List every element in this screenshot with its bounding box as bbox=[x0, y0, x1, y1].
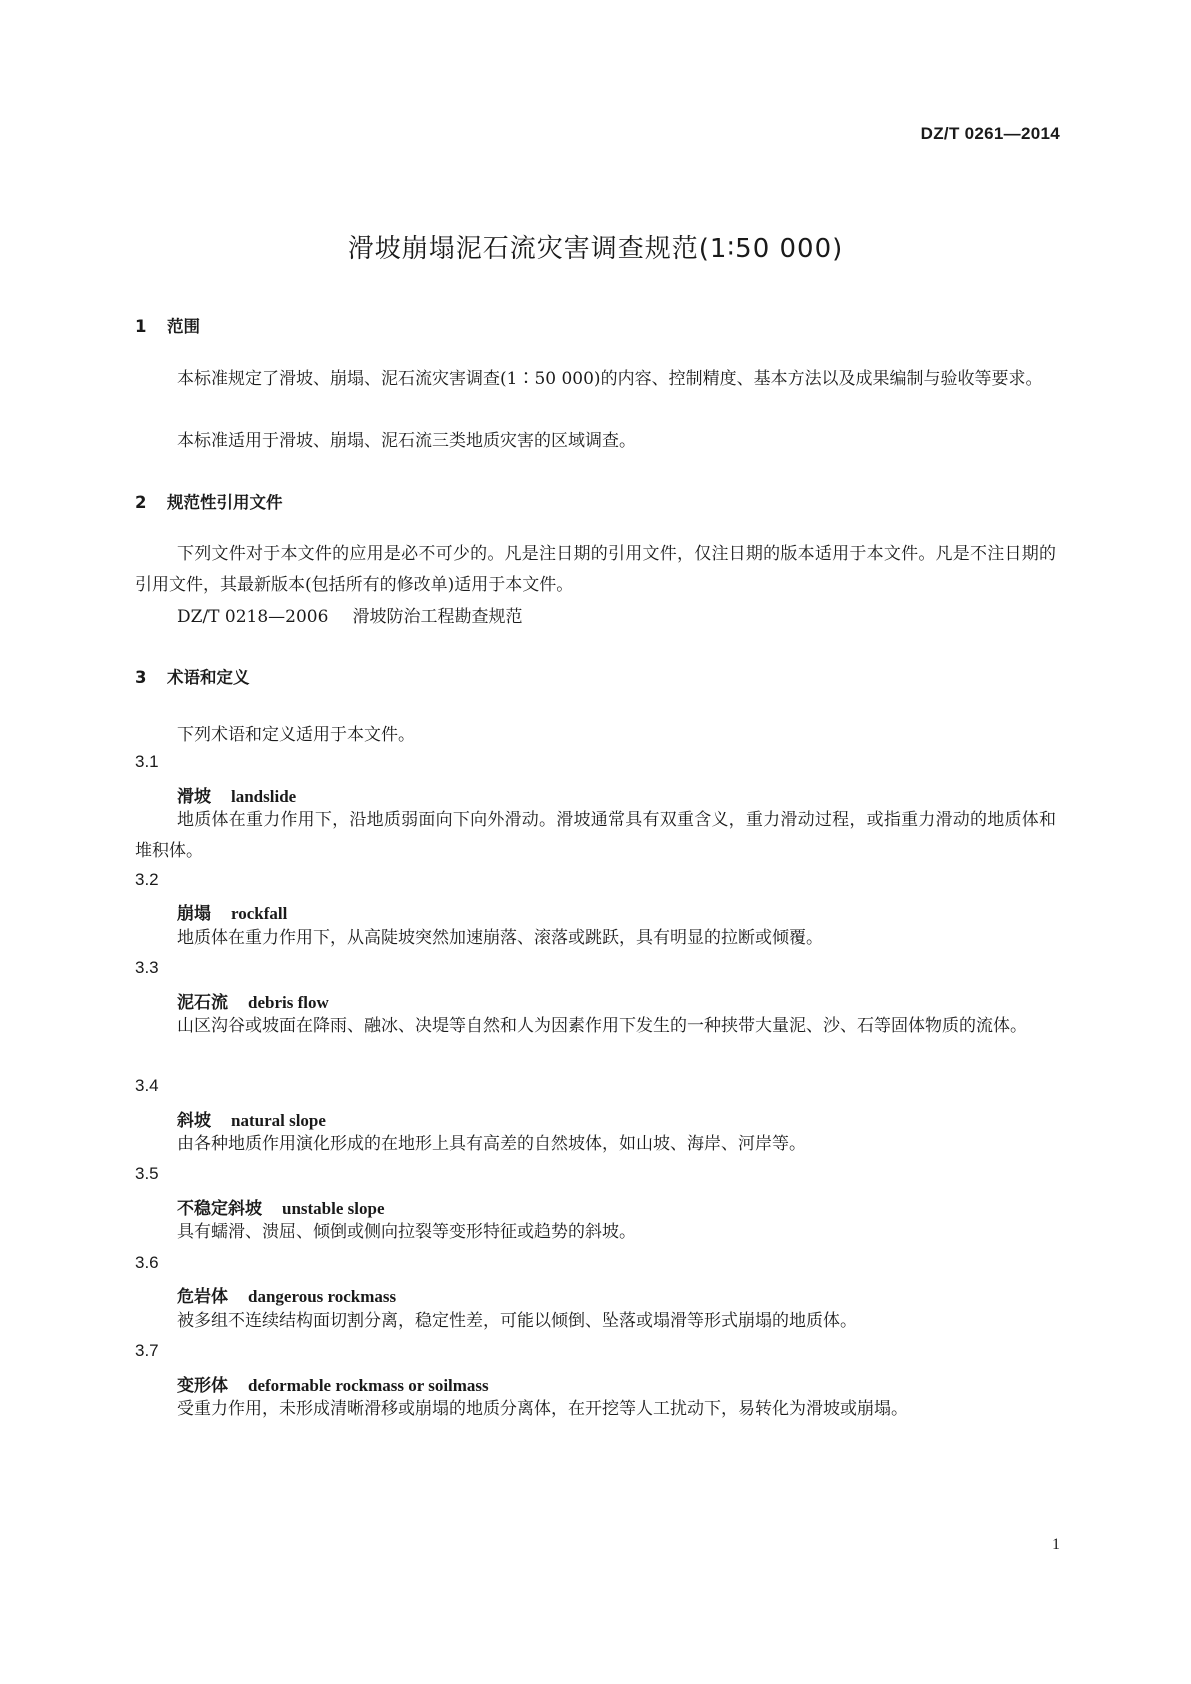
reference-code: DZ/T 0218—2006 bbox=[177, 607, 329, 627]
term-en: unstable slope bbox=[282, 1199, 385, 1218]
term-zh: 泥石流 bbox=[177, 993, 228, 1013]
term-zh: 崩塌 bbox=[177, 904, 211, 924]
term-zh: 滑坡 bbox=[177, 787, 211, 807]
reference-entry bbox=[177, 602, 522, 627]
terms-intro: 下列术语和定义适用于本文件。 bbox=[177, 725, 415, 745]
section-title: 规范性引用文件 bbox=[167, 493, 283, 512]
section-title: 范围 bbox=[167, 317, 200, 336]
scope-paragraph-1: 本标准规定了滑坡、崩塌、泥石流灾害调查(1∶50 000)的内容、控制精度、基本方法以及成果编制与验收等要求。 bbox=[177, 369, 1043, 389]
term-en: deformable rockmass or soilmass bbox=[248, 1376, 489, 1395]
term-heading bbox=[177, 899, 287, 924]
page-number: 1 bbox=[1052, 1536, 1060, 1553]
term-en: dangerous rockmass bbox=[248, 1287, 397, 1306]
section-2-heading bbox=[135, 489, 283, 513]
section-number: 3 bbox=[135, 668, 147, 687]
term-heading bbox=[177, 1194, 385, 1219]
term-definition: 由各种地质作用演化形成的在地形上具有高差的自然坡体，如山坡、海岸、河岸等。 bbox=[177, 1134, 806, 1154]
term-definition: 地质体在重力作用下，从高陡坡突然加速崩落、滚落或跳跃，具有明显的拉断或倾覆。 bbox=[177, 928, 823, 948]
term-number: 3.6 bbox=[135, 1253, 159, 1272]
standard-code: DZ/T 0261—2014 bbox=[920, 124, 1060, 143]
term-heading bbox=[177, 1106, 326, 1131]
reference-title: 滑坡防治工程勘查规范 bbox=[352, 607, 523, 627]
term-en: debris flow bbox=[248, 993, 329, 1012]
term-definition: 被多组不连续结构面切割分离，稳定性差，可能以倾倒、坠落或塌滑等形式崩塌的地质体。 bbox=[177, 1311, 857, 1331]
term-number: 3.5 bbox=[135, 1164, 159, 1183]
term-heading bbox=[177, 1282, 396, 1307]
term-heading bbox=[177, 988, 329, 1013]
term-definition: 山区沟谷或坡面在降雨、融冰、决堤等自然和人为因素作用下发生的一种挟带大量泥、沙、石等固体物质的流体。 bbox=[177, 1016, 1027, 1036]
section-number: 1 bbox=[135, 317, 147, 336]
term-en: rockfall bbox=[231, 904, 288, 923]
term-heading bbox=[177, 1371, 489, 1396]
term-number: 3.2 bbox=[135, 870, 159, 889]
term-zh: 斜坡 bbox=[177, 1111, 211, 1131]
section-number: 2 bbox=[135, 493, 147, 512]
section-1-heading bbox=[135, 313, 200, 337]
term-heading bbox=[177, 782, 296, 807]
scope-paragraph-2: 本标准适用于滑坡、崩塌、泥石流三类地质灾害的区域调查。 bbox=[177, 431, 636, 451]
term-definition: 具有蠕滑、溃屈、倾倒或侧向拉裂等变形特征或趋势的斜坡。 bbox=[177, 1222, 636, 1242]
term-zh: 危岩体 bbox=[177, 1287, 228, 1307]
term-en: natural slope bbox=[231, 1111, 326, 1130]
term-definition: 受重力作用，未形成清晰滑移或崩塌的地质分离体，在开挖等人工扰动下，易转化为滑坡或崩塌。 bbox=[177, 1399, 908, 1419]
term-definition: 地质体在重力作用下，沿地质弱面向下向外滑动。滑坡通常具有双重含义，重力滑动过程，或指重力滑动的地质体和堆积体。 bbox=[135, 810, 1056, 861]
section-3-heading bbox=[135, 664, 250, 688]
term-number: 3.1 bbox=[135, 752, 159, 771]
term-number: 3.3 bbox=[135, 958, 159, 977]
references-intro-paragraph: 下列文件对于本文件的应用是必不可少的。凡是注日期的引用文件，仅注日期的版本适用于本文件。凡是不注日期的引用文件，其最新版本(包括所有的修改单)适用于本文件。 bbox=[135, 544, 1056, 595]
term-en: landslide bbox=[231, 787, 297, 806]
term-zh: 变形体 bbox=[177, 1376, 228, 1396]
document-title: 滑坡崩塌泥石流灾害调查规范(1∶50 000) bbox=[347, 234, 844, 264]
term-number: 3.4 bbox=[135, 1076, 159, 1095]
section-title: 术语和定义 bbox=[167, 668, 250, 687]
term-zh: 不稳定斜坡 bbox=[177, 1199, 262, 1219]
term-number: 3.7 bbox=[135, 1341, 159, 1360]
